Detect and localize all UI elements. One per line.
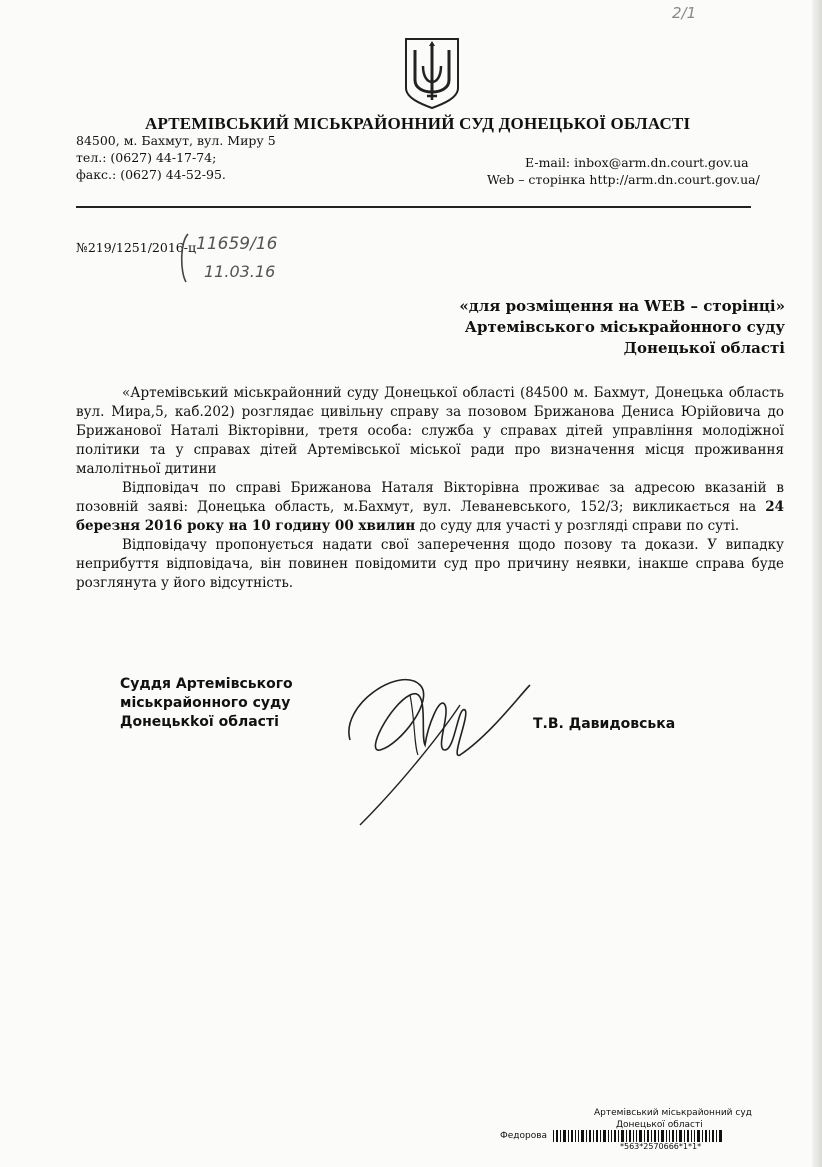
addressee-block bbox=[440, 296, 785, 359]
hearing-date: 24 березня 2016 року на 10 годину 00 хвилин bbox=[76, 499, 784, 534]
notice-paragraph-2 bbox=[76, 479, 784, 536]
coat-of-arms-icon bbox=[403, 36, 461, 115]
addressee-line-2: Артемівського міськрайонного суду bbox=[464, 318, 785, 336]
handwritten-registration-date: 11.03.16 bbox=[204, 262, 276, 281]
header-divider bbox=[76, 206, 751, 208]
handwritten-bracket bbox=[176, 232, 192, 289]
judge-title-line-1: Суддя Артемівського bbox=[120, 676, 293, 692]
court-fax: факс.: (0627) 44-52-95. bbox=[76, 167, 226, 182]
paragraph-2-end: до суду для участі у розгляді справи по суті. bbox=[415, 518, 740, 534]
court-email: E-mail: inbox@arm.dn.court.gov.ua bbox=[525, 155, 749, 170]
judge-name: Т.В. Давидовська bbox=[533, 716, 676, 732]
handwritten-registration-number: 11659/16 bbox=[196, 234, 278, 254]
handwritten-signature bbox=[340, 665, 540, 840]
corner-handwritten-mark: 2/1 bbox=[672, 4, 697, 22]
judge-title-line-2: міськрайонного суду bbox=[120, 695, 291, 711]
addressee-line-3: Донецької області bbox=[623, 339, 785, 357]
stamp-court-line: Артемівський міськрайонний суд bbox=[594, 1108, 752, 1118]
court-address: 84500, м. Бахмут, вул. Миру 5 bbox=[76, 133, 276, 148]
court-name-heading: АРТЕМІВСЬКИЙ МІСЬКРАЙОННИЙ СУД ДОНЕЦЬКОЇ ОБЛАСТІ bbox=[145, 114, 691, 133]
addressee-line-1: «для розміщення на WEB – сторінці» bbox=[459, 297, 785, 315]
notice-body bbox=[76, 384, 784, 593]
case-number: №219/1251/2016-ц bbox=[76, 240, 196, 255]
page-edge bbox=[812, 0, 822, 1167]
stamp-clerk-name: Федорова bbox=[500, 1131, 548, 1141]
judge-title-line-3: Донецькkої області bbox=[120, 714, 279, 730]
paragraph-2-text: Відповідач по справі Брижанова Наталя Вікторівна проживає за адресою вказаній в позовній заяві: Донецька область, м.Бахмут, вул. Леваневського, 152/3; викликається на bbox=[76, 480, 784, 515]
stamp-region-line: Донецької області bbox=[616, 1120, 703, 1130]
court-phone: тел.: (0627) 44-17-74; bbox=[76, 150, 217, 165]
notice-paragraph-1: «Артемівський міськрайонний суду Донецької області (84500 м. Бахмут, Донецька область вул. Мира,5, каб.202) розглядає цивільну справу за позовом Брижанова Дениса Юрійовича до Брижанової Наталі Вікторівни, третя особа: служба у справах дітей управління молодіжної політики та у справах дітей Артемівської міської ради про визначення місця проживання малолітньої дитини bbox=[76, 385, 784, 477]
judge-title-block bbox=[120, 675, 293, 732]
barcode-text: *563*2570666*1*1* bbox=[620, 1142, 702, 1151]
notice-paragraph-3: Відповідачу пропонується надати свої заперечення щодо позову та докази. У випадку неприбуття відповідача, він повинен повідомити суд про причину неявки, інакше справа буде розглянута у його відсутність. bbox=[76, 537, 784, 591]
court-website: Web – сторінка http://arm.dn.court.gov.ua/ bbox=[487, 172, 760, 187]
